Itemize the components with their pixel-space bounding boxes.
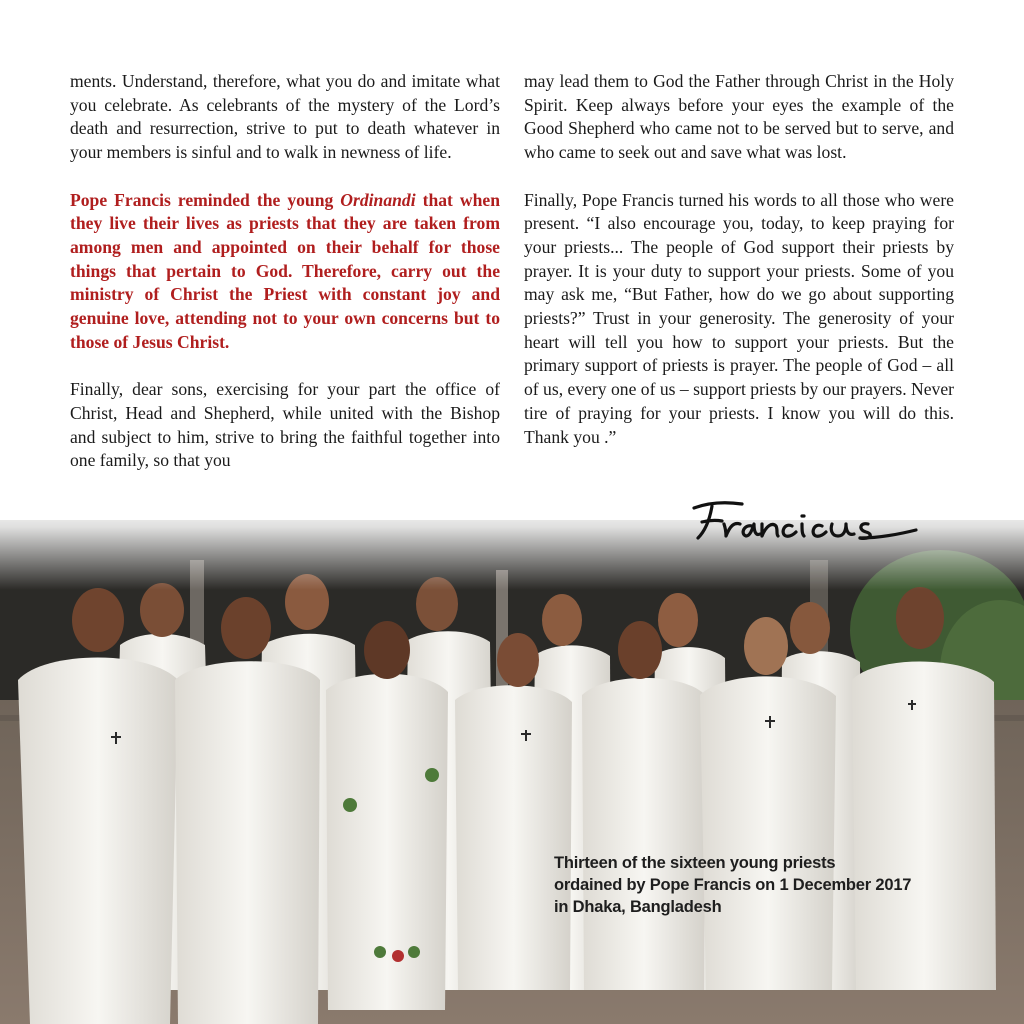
caption-line-1: Thirteen of the sixteen young priests — [554, 854, 836, 872]
caption-line-2: ordained by Pope Francis on 1 December 2017 — [554, 876, 912, 894]
right-paragraph-1: may lead them to God the Father through Christ in the Holy Spirit. Keep always before your eyes the example of the Good Shepherd who came not to be served but to serve, and who came to seek out and save what was lost. — [524, 71, 954, 163]
left-paragraph-1: ments. Understand, therefore, what you do and imitate what you celebrate. As celebrants of the mystery of the Lord’s death and resurrection, strive to put to death whatever in your members is sinful and to walk in newness of life. — [70, 71, 500, 163]
right-column — [524, 70, 954, 473]
signature-franciscus — [690, 494, 920, 554]
highlight-text-end: that when they live their lives as priests that they are taken from among men and appointed on their behalf for those things that pertain to God. Therefore, carry out the ministry of Christ the Priest with constant joy and genuine love, attending not to your own concerns but to those of Jesus Christ. — [70, 189, 500, 352]
group-photo — [0, 520, 1024, 1024]
photo-caption — [554, 852, 994, 918]
highlight-italic-word: Ordinandi — [340, 189, 416, 210]
right-paragraph-2: Finally, Pope Francis turned his words to all those who were present. “I also encourage you, today, to keep praying for your priests... The people of God support their priests by prayer. It is your duty to support your priests. Some of you may ask me, “But Father, how do we go about supporting priests?” Trust in your generosity. The generosity of your heart will tell you how to support your priests. But the primary support of priests is prayer. The people of God – all of us, every one of us – support priests by our prayers. Never tire of praying for your priests. I know you will do this. Thank you .” — [524, 189, 954, 447]
left-column — [70, 70, 500, 497]
caption-line-3: in Dhaka, Bangladesh — [554, 898, 722, 916]
group-photo-illustration — [0, 520, 1024, 1024]
highlight-paragraph — [70, 189, 500, 355]
left-paragraph-3: Finally, dear sons, exercising for your part the office of Christ, Head and Shepherd, while united with the Bishop and subject to him, strive to bring the faithful together into one family, so that you — [70, 379, 500, 471]
highlight-text-start: Pope Francis reminded the young — [70, 189, 341, 210]
